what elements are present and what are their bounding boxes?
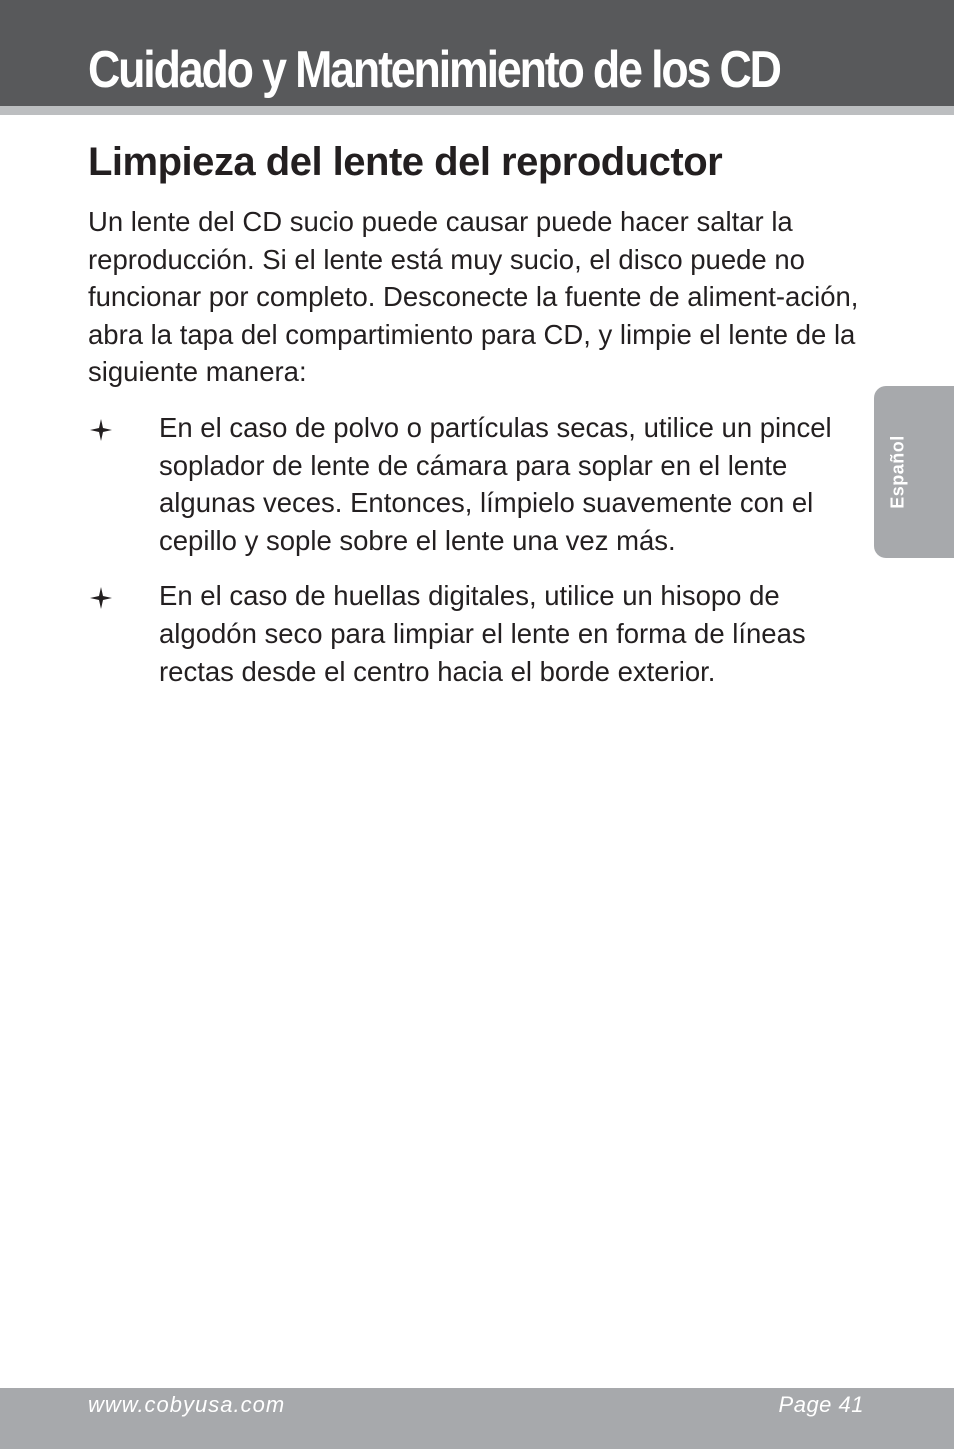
list-item: [88, 577, 868, 690]
language-tab: [874, 386, 954, 558]
footer-url: www.cobyusa.com: [88, 1392, 286, 1417]
four-point-star-icon: [90, 419, 112, 441]
instruction-list: [88, 409, 868, 708]
list-item: [88, 409, 868, 559]
list-item-text: En el caso de polvo o partículas secas, utilice un pincel soplador de lente de cámara para soplar en el lente algunas veces. Entonces, límpielo suavemente con el cepillo y sople sobre el lente una vez más.: [159, 412, 832, 556]
list-item-text: En el caso de huellas digitales, utilice un hisopo de algodón seco para limpiar el lente en forma de líneas rectas desde el centro hacia el borde exterior.: [159, 580, 806, 687]
four-point-star-icon: [90, 587, 112, 609]
page-title: Cuidado y Mantenimiento de los CD: [88, 41, 780, 99]
language-tab-label: Español: [887, 435, 908, 509]
page-number: Page 41: [778, 1392, 864, 1417]
section-heading: Limpieza del lente del reproductor: [88, 140, 723, 184]
intro-paragraph: Un lente del CD sucio puede causar puede hacer saltar la reproducción. Si el lente está muy sucio, el disco puede no funcionar por completo. Desconecte la fuente de aliment-ación, abra la tapa del compartimiento para CD, y limpie el lente de la siguiente manera:: [88, 206, 859, 388]
